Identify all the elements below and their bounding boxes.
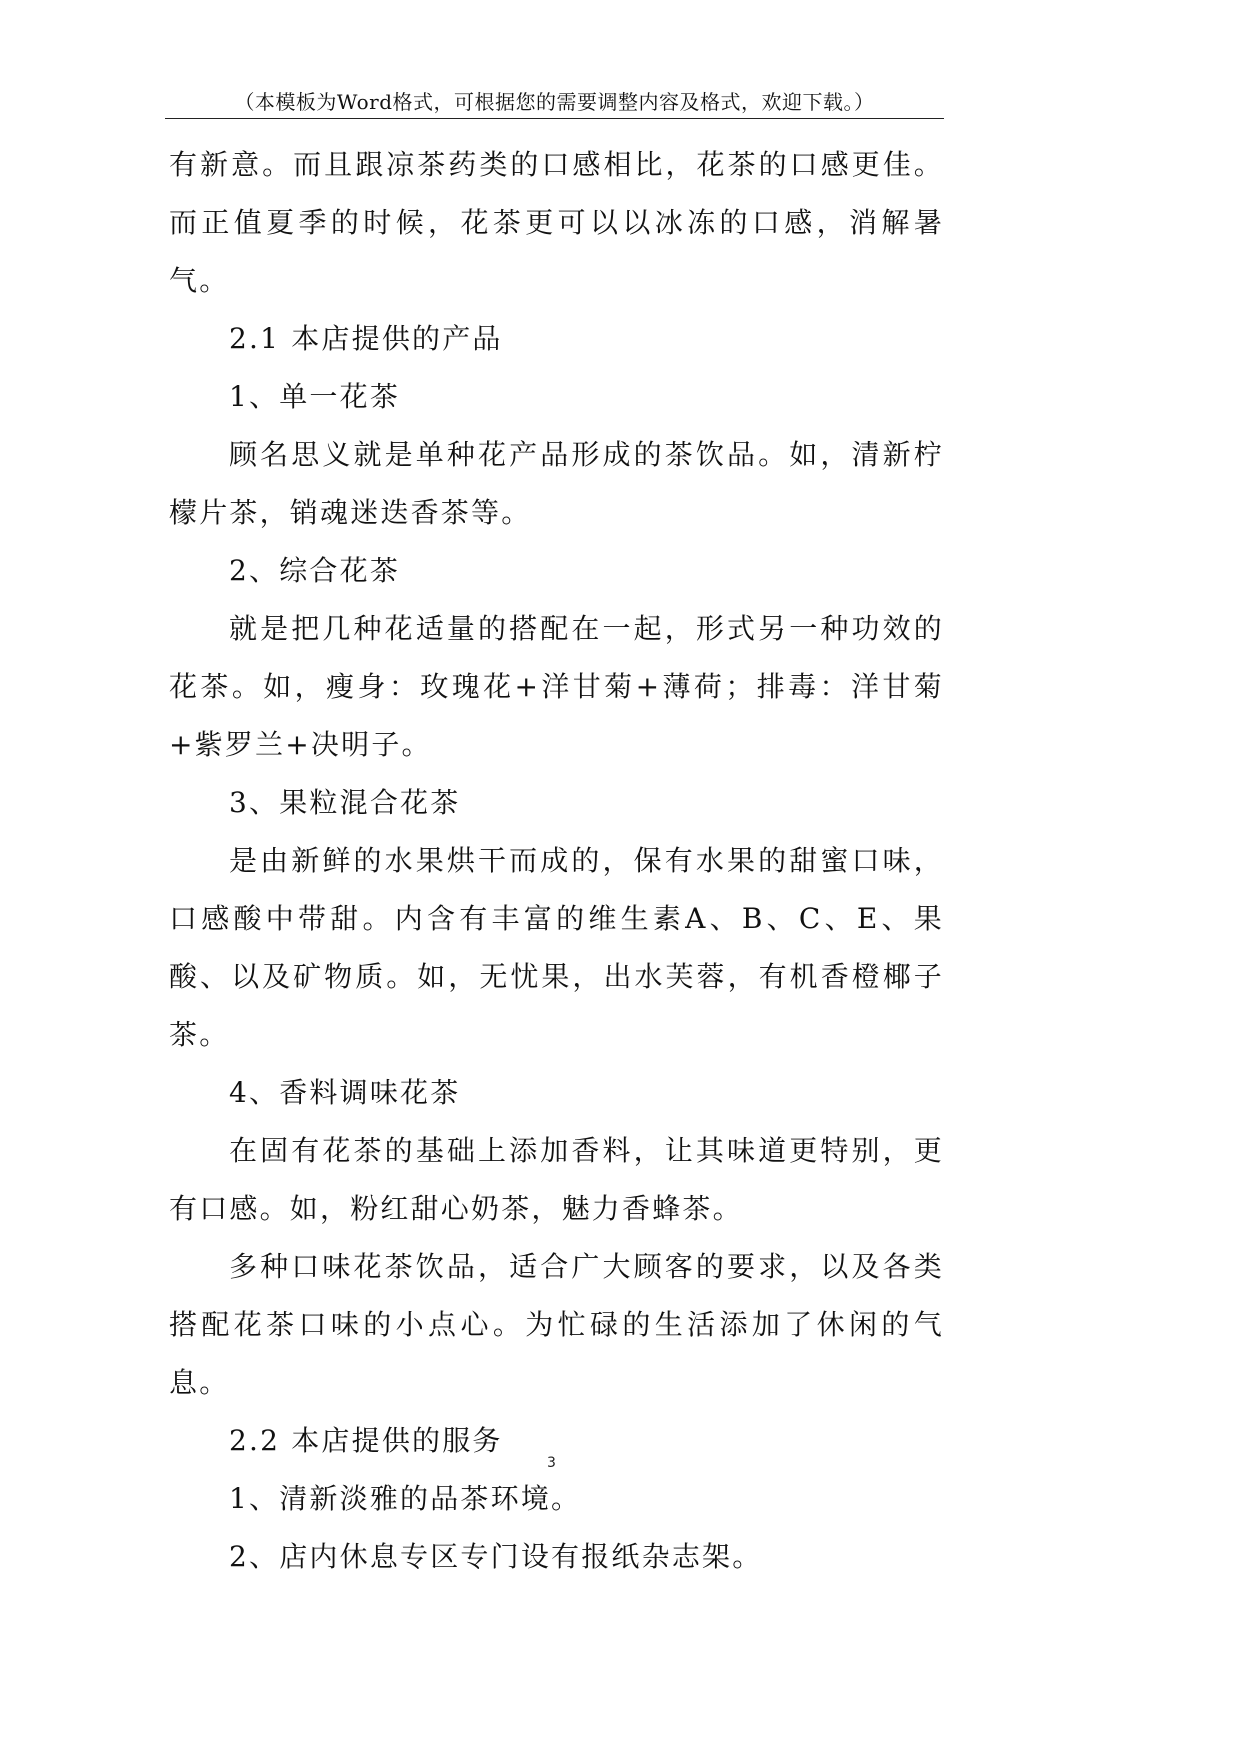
page-number: 3: [547, 1455, 556, 1471]
list-item: 1、清新淡雅的品茶环境。: [229, 1482, 582, 1515]
document-body: [169, 136, 944, 1586]
header-divider: [165, 118, 944, 119]
list-heading: 2、综合花茶: [229, 554, 401, 587]
body-paragraph: 在固有花茶的基础上添加香料，让其味道更特别，更有口感。如，粉红甜心奶茶，魅力香蜂茶。: [169, 1134, 944, 1225]
template-header-note: （本模板为Word格式，可根据您的需要调整内容及格式，欢迎下载。）: [234, 90, 875, 114]
section-heading: 2.2 本店提供的服务: [229, 1424, 503, 1457]
list-item: 2、店内休息专区专门设有报纸杂志架。: [229, 1540, 763, 1573]
body-paragraph: 多种口味花茶饮品，适合广大顾客的要求，以及各类搭配花茶口味的小点心。为忙碌的生活添加了休闲的气息。: [169, 1250, 944, 1399]
section-heading: 2.1 本店提供的产品: [229, 322, 503, 355]
body-paragraph: 顾名思义就是单种花产品形成的茶饮品。如，清新柠檬片茶，销魂迷迭香茶等。: [169, 438, 944, 529]
list-heading: 4、香料调味花茶: [229, 1076, 461, 1109]
body-paragraph: 是由新鲜的水果烘干而成的，保有水果的甜蜜口味，口感酸中带甜。内含有丰富的维生素A、B、C、E、果酸、以及矿物质。如，无忧果，出水芙蓉，有机香橙椰子茶。: [169, 844, 944, 1051]
list-heading: 1、单一花茶: [229, 380, 401, 413]
list-heading: 3、果粒混合花茶: [229, 786, 461, 819]
body-paragraph: 就是把几种花适量的搭配在一起，形式另一种功效的花茶。如，瘦身：玫瑰花+洋甘菊+薄荷；排毒：洋甘菊+紫罗兰+决明子。: [169, 612, 944, 761]
body-paragraph: 有新意。而且跟凉茶药类的口感相比，花茶的口感更佳。而正值夏季的时候，花茶更可以以冰冻的口感，消解暑气。: [169, 148, 944, 297]
